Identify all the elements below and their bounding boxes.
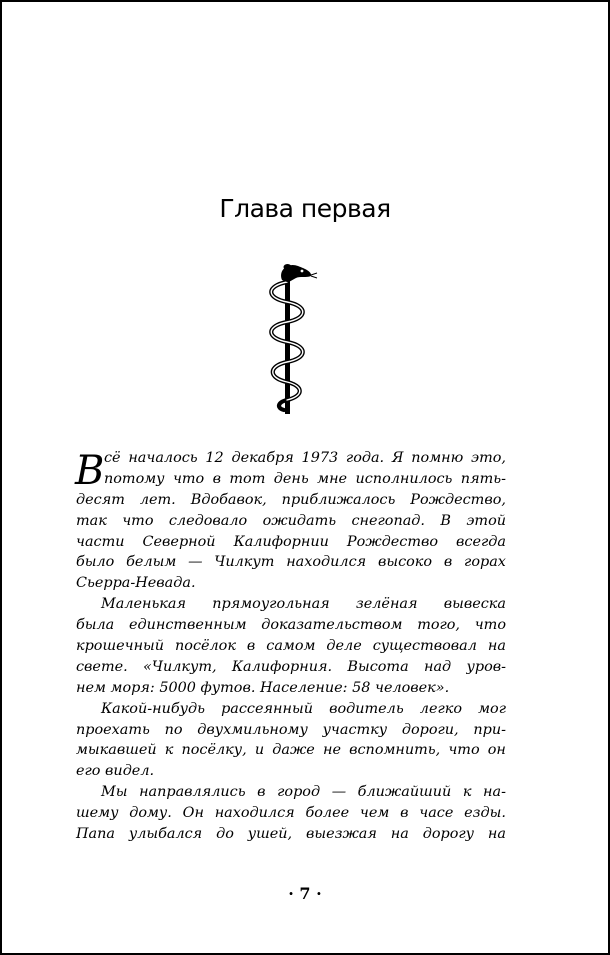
text-line: Папа улыбался до ушей, выезжая на дорогу на [76,826,506,843]
text-line: нем моря: 5000 футов. Население: 58 человек». [76,679,450,696]
text-line: так что следовало ожидать снегопад. В этой [76,512,506,529]
rod-of-asclepius-icon [256,258,320,416]
text-line: Какой-нибудь рассеянный водитель легко мог [101,700,506,717]
text-line: крошечный посёлок в самом деле существовал на [76,638,506,655]
text-line: мыкавшей к посёлку, и даже не вспомнить, что он [76,742,506,759]
text-line: Маленькая прямоугольная зелёная вывеска [101,596,506,613]
text-line: было белым — Чилкут находился высоко в горах [76,554,506,571]
text-line: Мы направлялись в город — ближайший к на- [101,784,506,801]
text-line: была единственным доказательством того, что [76,617,506,634]
page-number: · 7 · [288,884,322,903]
text-line: части Северной Калифорнии Рождество всегда [76,533,506,550]
chapter-body-text [76,448,506,845]
drop-cap: В [75,448,105,494]
text-line: свете. «Чилкут, Калифорния. Высота над уров- [76,658,506,675]
chapter-title: Глава первая [219,194,391,223]
text-line: его видел. [76,763,155,780]
text-line: шему дому. Он находился более чем в часе езды. [76,805,506,822]
text-line: десят лет. Вдобавок, приближалось Рождество, [76,491,506,508]
text-line: Сьерра-Невада. [76,575,196,592]
text-line: потому что в тот день мне исполнилось пять- [104,470,506,487]
text-line: сё началось 12 декабря 1973 года. Я помню это, [104,450,506,466]
text-line: проехать по двухмильному участку дороги, при- [76,721,506,738]
